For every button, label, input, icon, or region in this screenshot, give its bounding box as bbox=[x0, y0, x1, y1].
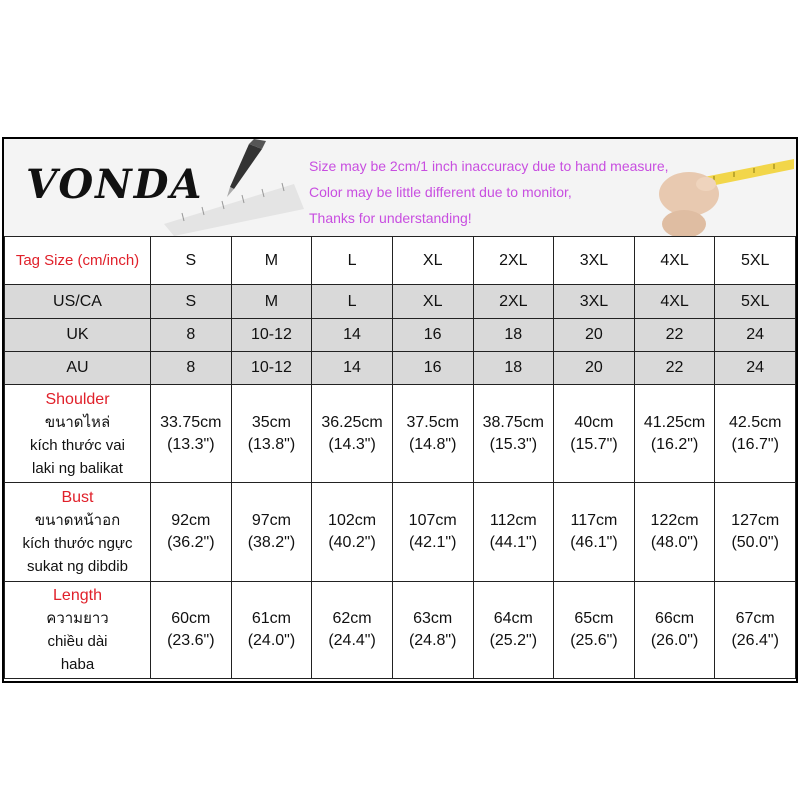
measure-cell: 112cm (44.1") bbox=[473, 483, 554, 582]
size-cell: 5XL bbox=[715, 285, 796, 319]
note-line: Size may be 2cm/1 inch inaccuracy due to hand measure, bbox=[309, 158, 669, 174]
size-cell: 8 bbox=[151, 319, 232, 352]
size-cell: XL bbox=[392, 285, 473, 319]
measure-cell: 36.25cm (14.3") bbox=[312, 385, 393, 483]
measure-translation: ขนาดหน้าอก bbox=[34, 512, 121, 529]
measure-cell: 65cm (25.6") bbox=[554, 582, 635, 679]
size-cell: 20 bbox=[554, 319, 635, 352]
measure-cell: 33.75cm (13.3") bbox=[151, 385, 232, 483]
tag-size-cell: 5XL bbox=[715, 237, 796, 285]
size-cell: L bbox=[312, 285, 393, 319]
size-cell: 8 bbox=[151, 352, 232, 385]
size-chart-banner bbox=[4, 139, 796, 238]
note-line: Color may be little different due to monitor, bbox=[309, 184, 572, 200]
size-cell: 10-12 bbox=[231, 319, 312, 352]
measure-cell: 61cm (24.0") bbox=[231, 582, 312, 679]
measure-cell: 35cm (13.8") bbox=[231, 385, 312, 483]
row-label: US/CA bbox=[5, 285, 151, 319]
size-cell: 22 bbox=[634, 319, 715, 352]
measure-title: Length bbox=[53, 587, 102, 604]
size-cell: 4XL bbox=[634, 285, 715, 319]
measure-cell: 102cm (40.2") bbox=[312, 483, 393, 582]
measure-translation: kích thước vai bbox=[30, 436, 125, 454]
tag-size-cell: S bbox=[151, 237, 232, 285]
shoulder-label bbox=[5, 385, 151, 483]
size-cell: 16 bbox=[392, 352, 473, 385]
shoulder-row bbox=[5, 385, 796, 483]
bust-label bbox=[5, 483, 151, 582]
tag-size-row bbox=[5, 237, 796, 285]
measure-cell: 62cm (24.4") bbox=[312, 582, 393, 679]
size-table bbox=[4, 236, 796, 679]
measure-translation: chiều dài bbox=[47, 633, 108, 650]
measure-translation: sukat ng dibdib bbox=[27, 558, 128, 575]
tag-size-cell: 3XL bbox=[554, 237, 635, 285]
size-cell: 10-12 bbox=[231, 352, 312, 385]
tag-size-cell: L bbox=[312, 237, 393, 285]
pencil-ruler-illustration bbox=[154, 139, 304, 236]
size-cell: 16 bbox=[392, 319, 473, 352]
tag-size-cell: XL bbox=[392, 237, 473, 285]
hand-tape-illustration bbox=[644, 139, 796, 236]
measure-cell: 38.75cm (15.3") bbox=[473, 385, 554, 483]
us-ca-row bbox=[5, 285, 796, 319]
measure-cell: 60cm (23.6") bbox=[151, 582, 232, 679]
size-cell: M bbox=[231, 285, 312, 319]
tag-size-cell: M bbox=[231, 237, 312, 285]
measure-cell: 67cm (26.4") bbox=[715, 582, 796, 679]
measure-cell: 42.5cm (16.7") bbox=[715, 385, 796, 483]
measure-cell: 117cm (46.1") bbox=[554, 483, 635, 582]
measure-cell: 97cm (38.2") bbox=[231, 483, 312, 582]
row-label: AU bbox=[5, 352, 151, 385]
size-cell: S bbox=[151, 285, 232, 319]
size-cell: 2XL bbox=[473, 285, 554, 319]
length-row bbox=[5, 582, 796, 679]
bust-row bbox=[5, 483, 796, 582]
measure-translation: kích thước ngực bbox=[22, 535, 133, 552]
size-cell: 14 bbox=[312, 352, 393, 385]
measure-translation: ความยาว bbox=[46, 610, 109, 627]
size-cell: 22 bbox=[634, 352, 715, 385]
measure-cell: 63cm (24.8") bbox=[392, 582, 473, 679]
measure-cell: 64cm (25.2") bbox=[473, 582, 554, 679]
measure-translation: haba bbox=[60, 656, 95, 673]
tag-size-header: Tag Size (cm/inch) bbox=[5, 237, 151, 285]
measure-cell: 92cm (36.2") bbox=[151, 483, 232, 582]
au-row bbox=[5, 352, 796, 385]
size-cell: 18 bbox=[473, 319, 554, 352]
size-cell: 24 bbox=[715, 319, 796, 352]
size-cell: 24 bbox=[715, 352, 796, 385]
measure-cell: 66cm (26.0") bbox=[634, 582, 715, 679]
measure-cell: 37.5cm (14.8") bbox=[392, 385, 473, 483]
row-label: UK bbox=[5, 319, 151, 352]
measure-title: Bust bbox=[61, 489, 94, 506]
measure-cell: 122cm (48.0") bbox=[634, 483, 715, 582]
size-chart bbox=[2, 137, 798, 683]
note-line: Thanks for understanding! bbox=[309, 210, 472, 226]
measure-translation: ขนาดไหล่ bbox=[44, 413, 111, 431]
length-label bbox=[5, 582, 151, 679]
brand-logo: VONDA bbox=[26, 161, 204, 208]
size-cell: 20 bbox=[554, 352, 635, 385]
disclaimer-notes bbox=[309, 153, 669, 231]
measure-cell: 40cm (15.7") bbox=[554, 385, 635, 483]
measure-translation: laki ng balikat bbox=[32, 459, 123, 477]
size-cell: 3XL bbox=[554, 285, 635, 319]
tag-size-cell: 4XL bbox=[634, 237, 715, 285]
tag-size-cell: 2XL bbox=[473, 237, 554, 285]
measure-cell: 107cm (42.1") bbox=[392, 483, 473, 582]
measure-cell: 41.25cm (16.2") bbox=[634, 385, 715, 483]
measure-title: Shoulder bbox=[45, 390, 110, 408]
uk-row bbox=[5, 319, 796, 352]
size-cell: 18 bbox=[473, 352, 554, 385]
size-cell: 14 bbox=[312, 319, 393, 352]
measure-cell: 127cm (50.0") bbox=[715, 483, 796, 582]
